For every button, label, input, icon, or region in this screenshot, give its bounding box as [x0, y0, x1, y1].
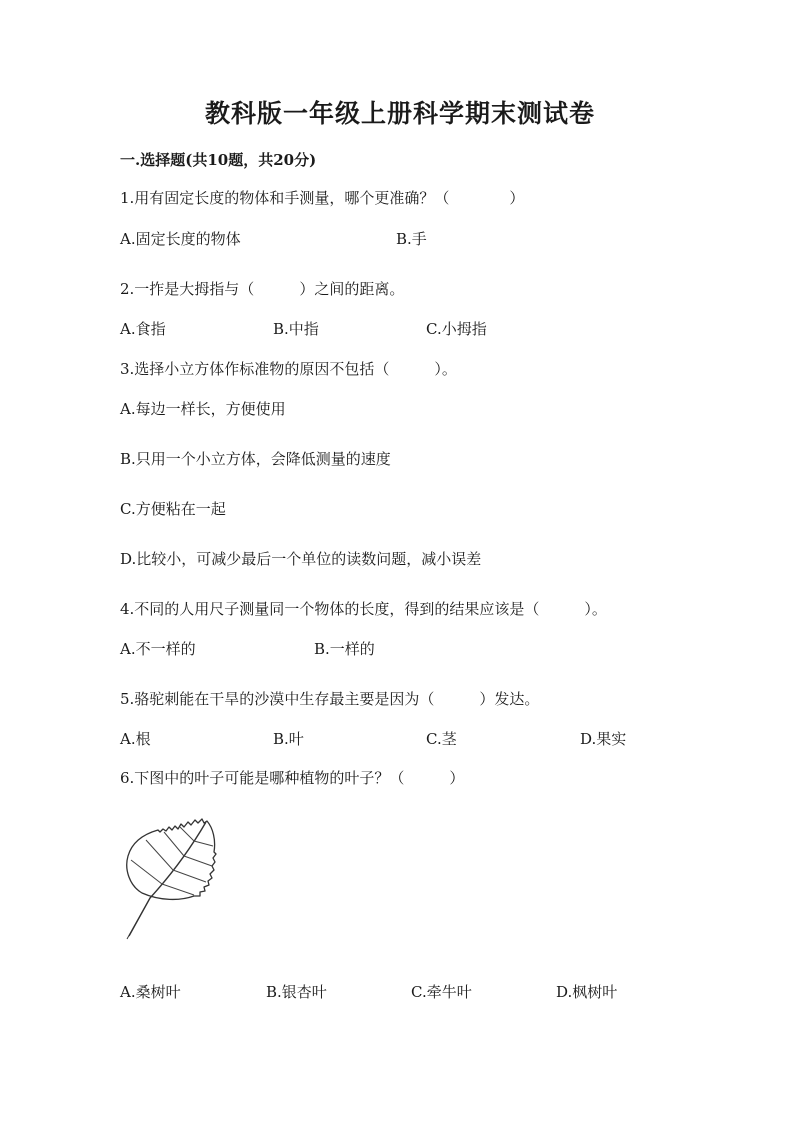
q6-option-a: A.桑树叶 [120, 983, 181, 1001]
q5-option-c: C.茎 [426, 730, 457, 748]
q4-option-b: B.一样的 [314, 640, 375, 658]
question-4: 4.不同的人用尺子测量同一个物体的长度，得到的结果应该是（ ）。 [120, 600, 607, 618]
q1-option-a: A.固定长度的物体 [120, 230, 241, 248]
q6-option-c: C.牵牛叶 [411, 983, 472, 1001]
section-heading: 一.选择题(共10题，共20分) [120, 151, 317, 169]
q6-option-b: B.银杏叶 [266, 983, 327, 1001]
question-3: 3.选择小立方体作标准物的原因不包括（ ）。 [120, 360, 457, 378]
question-6: 6.下图中的叶子可能是哪种植物的叶子？（ ） [120, 769, 465, 787]
q2-option-b: B.中指 [273, 320, 319, 338]
q6-option-d: D.枫树叶 [556, 983, 618, 1001]
q5-option-a: A.根 [120, 730, 151, 748]
q1-option-b: B.手 [396, 230, 427, 248]
question-2: 2.一拃是大拇指与（ ）之间的距离。 [120, 280, 405, 298]
question-5: 5.骆驼刺能在干旱的沙漠中生存最主要是因为（ ）发达。 [120, 690, 540, 708]
question-1: 1.用有固定长度的物体和手测量，哪个更准确？（ ） [120, 189, 525, 207]
exam-title: 教科版一年级上册科学期末测试卷 [204, 99, 595, 128]
q5-option-d: D.果实 [580, 730, 627, 748]
q5-option-b: B.叶 [273, 730, 304, 748]
q2-option-c: C.小拇指 [426, 320, 487, 338]
q4-option-a: A.不一样的 [120, 640, 196, 658]
q2-option-a: A.食指 [120, 320, 166, 338]
q3-option-a: A.每边一样长，方便使用 [120, 400, 286, 418]
q3-option-b: B.只用一个小立方体，会降低测量的速度 [120, 450, 391, 468]
q3-option-c: C.方便粘在一起 [120, 500, 226, 518]
leaf-illustration [122, 818, 222, 942]
q3-option-d: D.比较小，可减少最后一个单位的读数问题，减小误差 [120, 550, 482, 568]
